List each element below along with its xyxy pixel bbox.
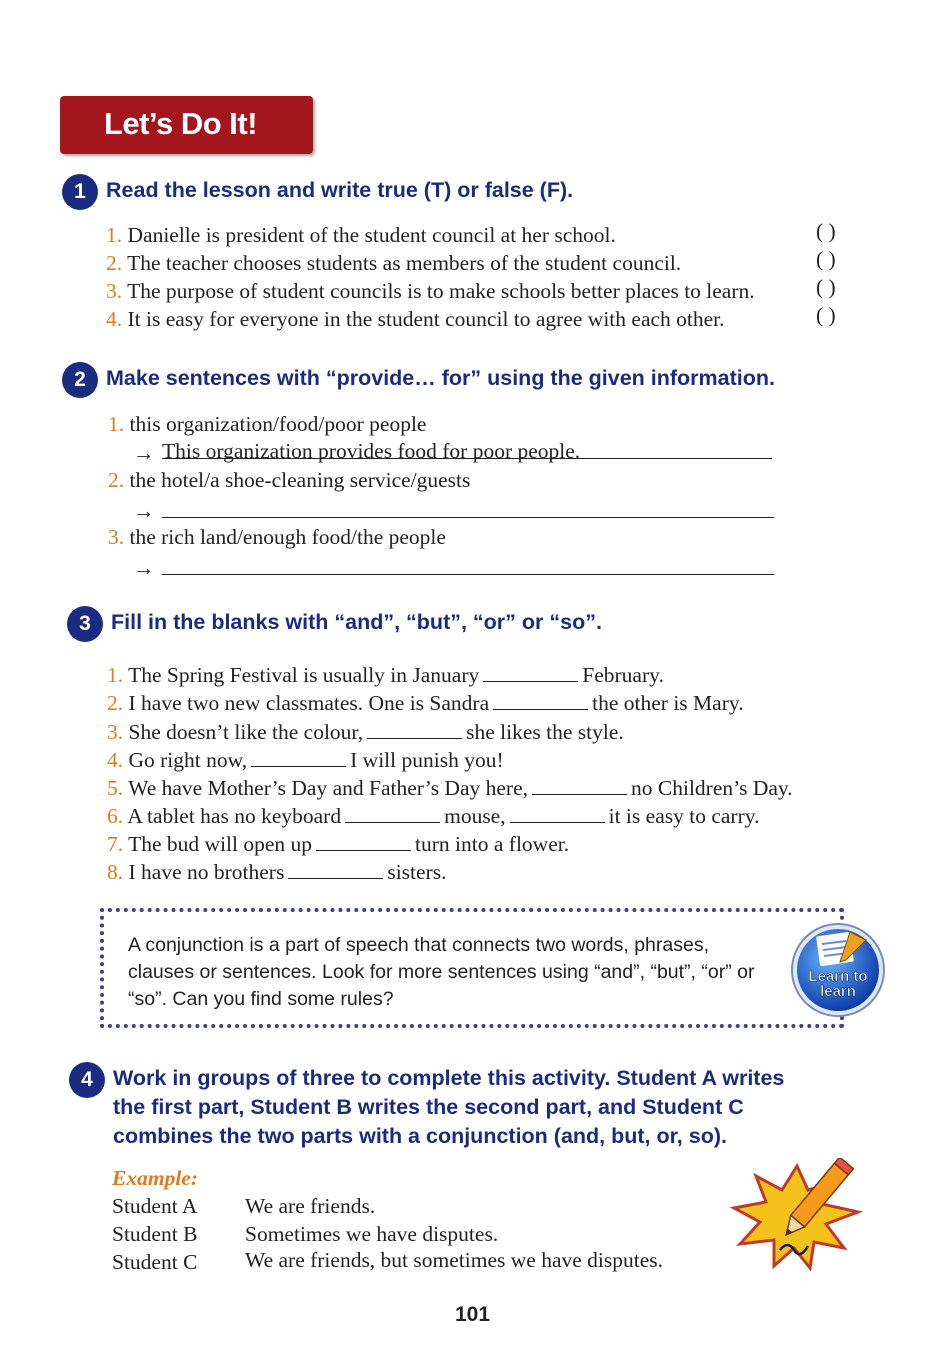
section-title-line: combines the two parts with a conjunction (and, but, or, so). bbox=[113, 1124, 727, 1148]
list-item: 2. the hotel/a shoe-cleaning service/guests bbox=[108, 468, 471, 492]
blank[interactable] bbox=[251, 749, 346, 767]
blank[interactable] bbox=[367, 721, 462, 739]
banner-title: Let’s Do It! bbox=[104, 106, 258, 141]
blank[interactable] bbox=[493, 692, 588, 710]
blank[interactable] bbox=[510, 805, 605, 823]
list-item: 5. We have Mother’s Day and Father’s Day here, no Children’s Day. bbox=[107, 776, 793, 800]
answer-brackets: ( ) bbox=[816, 219, 836, 243]
section-number-badge: 1 bbox=[62, 174, 98, 210]
section-number-badge: 2 bbox=[62, 362, 98, 398]
pencil-writing-icon bbox=[730, 1158, 865, 1273]
blank[interactable] bbox=[483, 664, 578, 682]
list-item: 8. I have no brothers sisters. bbox=[107, 860, 447, 884]
section-title-line: Work in groups of three to complete this activity. Student A writes bbox=[113, 1066, 785, 1090]
section-title-line: the first part, Student B writes the second part, and Student C bbox=[113, 1095, 744, 1119]
list-item: 3. The purpose of student councils is to make schools better places to learn. bbox=[106, 279, 755, 303]
badge-line1: Learn to bbox=[808, 968, 868, 985]
section-2-heading bbox=[62, 362, 775, 398]
example-text: We are friends. bbox=[245, 1194, 376, 1218]
answer-brackets: ( ) bbox=[816, 303, 836, 327]
blank[interactable] bbox=[316, 833, 411, 851]
section-title bbox=[113, 1062, 784, 1151]
arrow-icon: → bbox=[133, 556, 155, 580]
arrow-icon: → bbox=[133, 441, 155, 465]
list-item: 6. A tablet has no keyboard mouse, it is easy to carry. bbox=[107, 804, 760, 828]
list-item: 1. Danielle is president of the student council at her school. bbox=[106, 223, 616, 247]
example-row: Student B bbox=[112, 1222, 198, 1246]
blank[interactable] bbox=[532, 777, 627, 795]
list-item: 4. Go right now, I will punish you! bbox=[107, 748, 504, 772]
list-item: 1. The Spring Festival is usually in January February. bbox=[107, 663, 664, 687]
badge-line2: learn bbox=[820, 983, 856, 1000]
sample-answer: This organization provides food for poor people. bbox=[162, 439, 581, 463]
tip-text: A conjunction is a part of speech that connects two words, phrases, clauses or sentences. Look for more sentences using “and”, “but”, “or” or “so”. Can you find some rules? bbox=[128, 934, 755, 1010]
learn-to-learn-badge-icon bbox=[788, 918, 888, 1018]
list-item: 1. this organization/food/poor people bbox=[108, 412, 427, 436]
section-title: Fill in the blanks with “and”, “but”, “or” or “so”. bbox=[111, 610, 602, 634]
section-3-heading bbox=[67, 606, 602, 642]
list-item: 7. The bud will open up turn into a flower. bbox=[107, 832, 570, 856]
answer-brackets: ( ) bbox=[816, 275, 836, 299]
list-item: 3. the rich land/enough food/the people bbox=[108, 525, 446, 549]
list-item: 2. I have two new classmates. One is Sandra the other is Mary. bbox=[107, 691, 744, 715]
blank[interactable] bbox=[288, 861, 383, 879]
example-text: Sometimes we have disputes. bbox=[245, 1222, 499, 1246]
answer-brackets: ( ) bbox=[816, 247, 836, 271]
arrow-icon: → bbox=[133, 499, 155, 523]
blank[interactable] bbox=[345, 805, 440, 823]
answer-line[interactable] bbox=[162, 547, 774, 575]
example-row: Student C bbox=[112, 1250, 198, 1274]
tip-box bbox=[100, 908, 844, 1028]
section-title: Read the lesson and write true (T) or false (F). bbox=[106, 178, 574, 202]
section-banner bbox=[60, 96, 313, 154]
page-number: 101 bbox=[454, 1303, 491, 1326]
list-item: 3. She doesn’t like the colour, she likes the style. bbox=[107, 720, 624, 744]
example-label: Example: bbox=[112, 1166, 198, 1190]
section-1-heading bbox=[62, 174, 573, 210]
list-item: 2. The teacher chooses students as members of the student council. bbox=[106, 251, 682, 275]
list-item: 4. It is easy for everyone in the student council to agree with each other. bbox=[106, 307, 725, 331]
example-text: We are friends, but sometimes we have disputes. bbox=[245, 1248, 664, 1272]
section-number-badge: 4 bbox=[69, 1062, 105, 1098]
section-number-badge: 3 bbox=[67, 606, 103, 642]
section-title: Make sentences with “provide… for” using the given information. bbox=[106, 366, 775, 390]
example-row: Student A bbox=[112, 1194, 198, 1218]
section-4-heading bbox=[69, 1062, 784, 1151]
answer-line[interactable] bbox=[162, 490, 774, 518]
